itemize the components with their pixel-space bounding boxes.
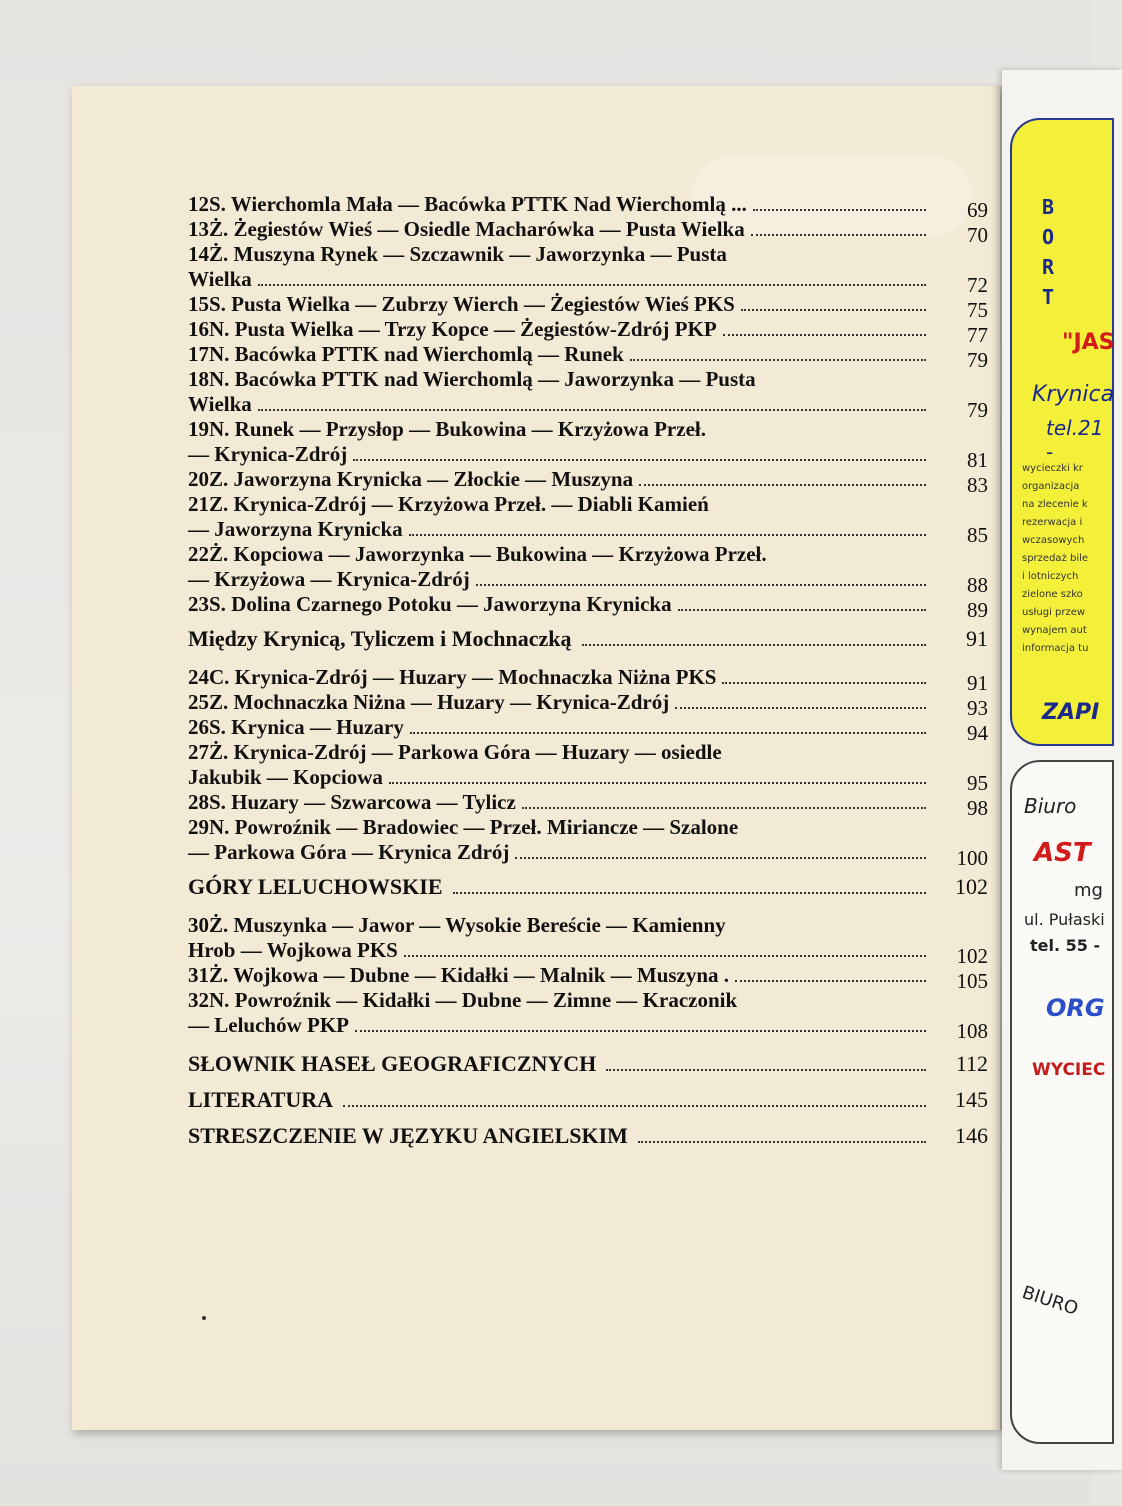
toc-entry-line: [188, 665, 932, 690]
page-number: 108: [956, 1019, 988, 1043]
toc-entry: [188, 963, 988, 993]
entry-text: Jakubik — Kopciowa: [188, 765, 383, 789]
page-number: 69: [967, 198, 988, 222]
advert-city: Krynica: [1032, 382, 1115, 407]
page-number: 89: [967, 598, 988, 622]
toc-section-streszczenie: [188, 1122, 988, 1150]
section-title: LITERATURA: [188, 1087, 334, 1112]
list-item: [1022, 622, 1088, 640]
advert-vertical-letters: [1038, 192, 1058, 312]
entry-text: 29N. Powroźnik — Bradowiec — Przeł. Miriancze — Szalone: [188, 815, 739, 839]
page-number: 79: [967, 348, 988, 372]
toc-entry: [188, 913, 988, 968]
advert-phone: tel.21 -: [1046, 416, 1104, 464]
toc-section-gory-leluchowskie: [188, 873, 988, 901]
entry-text: Wielka: [188, 392, 252, 416]
toc-entry-line: [188, 292, 932, 317]
advert-letter: B: [1041, 195, 1055, 219]
toc-entry-line: [188, 592, 932, 617]
toc-entry-line: [188, 690, 932, 715]
toc-entry-line: [188, 367, 932, 392]
entry-text: 32N. Powroźnik — Kidałki — Dubne — Zimne — Kraczonik: [188, 988, 738, 1012]
entry-text: 21Z. Krynica-Zdrój — Krzyżowa Przeł. — Diabli Kamień: [188, 492, 709, 516]
list-item: [1022, 514, 1088, 532]
toc-entry: [188, 467, 988, 497]
list-item: [1022, 550, 1088, 568]
advert-bottom-text: BIURO: [1019, 1282, 1081, 1320]
toc-entry: [188, 192, 988, 222]
toc-entry-line: [188, 217, 932, 242]
list-item: [1022, 460, 1088, 478]
advert-street: ul. Pułaski: [1024, 910, 1105, 929]
toc-entry: [188, 542, 988, 597]
entry-text: 24C. Krynica-Zdrój — Huzary — Mochnaczka Niżna PKS: [188, 665, 717, 689]
toc-entry-line: [188, 517, 932, 542]
toc-entry-line: [188, 913, 932, 938]
page-number: 72: [967, 273, 988, 297]
toc-entry-line: [188, 342, 932, 367]
entry-text: — Jaworzyna Krynicka: [188, 517, 403, 541]
toc-entry-line: [188, 790, 932, 815]
entry-text: 15S. Pusta Wielka — Zubrzy Wierch — Żegiestów Wieś PKS: [188, 292, 735, 316]
toc-section-literatura: [188, 1086, 988, 1114]
page-number: 83: [967, 473, 988, 497]
section-title: STRESZCZENIE W JĘZYKU ANGIELSKIM: [188, 1123, 628, 1148]
section-title: Między Krynicą, Tyliczem i Mochnaczką: [188, 626, 572, 651]
advert-travel-agency: [1010, 118, 1114, 746]
list-item: [1022, 640, 1088, 658]
entry-text: 26S. Krynica — Huzary: [188, 715, 404, 739]
toc-entry-line: [188, 392, 932, 417]
entry-text: 14Ż. Muszyna Rynek — Szczawnik — Jaworzynka — Pusta: [188, 242, 727, 266]
page-number: 75: [967, 298, 988, 322]
section-title: SŁOWNIK HASEŁ GEOGRAFICZNYCH: [188, 1051, 597, 1076]
advert-letter: R: [1041, 255, 1055, 279]
toc-entry: [188, 592, 988, 622]
advert-brand: AST: [1034, 838, 1091, 868]
page-number: 85: [967, 523, 988, 547]
advert-org: ORG: [1046, 994, 1105, 1022]
page-number: 105: [956, 969, 988, 993]
page-number: 91: [966, 626, 988, 651]
page-number: 145: [955, 1087, 988, 1112]
toc-entry: [188, 492, 988, 547]
toc-entry: [188, 665, 988, 695]
advert-service: wczasowych: [1022, 535, 1085, 546]
toc-section-mochnaczka: [188, 625, 988, 653]
entry-text: — Parkowa Góra — Krynica Zdrój: [188, 840, 510, 864]
toc-entry-line: [188, 267, 932, 292]
page-number: 98: [967, 796, 988, 820]
page-number: 70: [967, 223, 988, 247]
toc-entry: [188, 242, 988, 297]
page-number: 77: [967, 323, 988, 347]
advert-title: Biuro: [1024, 794, 1077, 818]
toc-entry-line: [188, 242, 932, 267]
advert-service: informacja tu: [1022, 643, 1089, 654]
entry-text: Hrob — Wojkowa PKS: [188, 938, 398, 962]
page-number: 112: [955, 1051, 988, 1076]
entry-text: 20Z. Jaworzyna Krynicka — Złockie — Muszyna: [188, 467, 634, 491]
page-number: 146: [955, 1123, 988, 1148]
entry-text: — Krynica-Zdrój: [188, 442, 348, 466]
table-of-contents: [188, 192, 988, 1150]
entry-text: 28S. Huzary — Szwarcowa — Tylicz: [188, 790, 516, 814]
entry-text: 16N. Pusta Wielka — Trzy Kopce — Żegiestów-Zdrój PKP: [188, 317, 717, 341]
entry-text: 22Ż. Kopciowa — Jaworzynka — Bukowina — Krzyżowa Przeł.: [188, 542, 767, 566]
advert-footer: ZAPI: [1042, 700, 1100, 725]
toc-entry-line: [188, 840, 932, 865]
toc-entry: [188, 715, 988, 745]
print-speck: [202, 1316, 206, 1320]
toc-entry-line: [188, 467, 932, 492]
toc-entry: [188, 292, 988, 322]
toc-entry-line: [188, 765, 932, 790]
advert-service: organizacja: [1022, 481, 1080, 492]
entry-text: — Leluchów PKP: [188, 1013, 349, 1037]
advert-service: i lotniczych: [1022, 571, 1079, 582]
section-title: GÓRY LELUCHOWSKIE: [188, 874, 443, 899]
toc-entry: [188, 988, 988, 1043]
entry-text: Wielka: [188, 267, 252, 291]
toc-entry: [188, 417, 988, 472]
entry-text: 18N. Bacówka PTTK nad Wierchomlą — Jaworzynka — Pusta: [188, 367, 756, 391]
entry-text: 23S. Dolina Czarnego Potoku — Jaworzyna Krynicka: [188, 592, 672, 616]
advert-biuro: [1010, 760, 1114, 1444]
toc-entry-line: [188, 715, 932, 740]
toc-entry: [188, 790, 988, 820]
entry-text: 25Z. Mochnaczka Niżna — Huzary — Krynica-Zdrój: [188, 690, 670, 714]
advert-service: zielone szko: [1022, 589, 1083, 600]
page-number: 100: [956, 846, 988, 870]
entry-text: — Krzyżowa — Krynica-Zdrój: [188, 567, 470, 591]
toc-entry-line: [188, 317, 932, 342]
toc-entry: [188, 217, 988, 247]
list-item: [1022, 604, 1088, 622]
advert-owner: mg: [1074, 880, 1103, 901]
toc-group-routes-c: [188, 913, 988, 1043]
toc-entry-line: [188, 815, 932, 840]
toc-entry: [188, 317, 988, 347]
page-number: 102: [955, 874, 988, 899]
page-number: 79: [967, 398, 988, 422]
toc-entry-line: [188, 963, 932, 988]
page-number: 102: [956, 944, 988, 968]
toc-group-routes-a: [188, 192, 988, 622]
toc-entry-line: [188, 417, 932, 442]
toc-entry-line: [188, 492, 932, 517]
toc-entry-line: [188, 442, 932, 467]
toc-entry: [188, 342, 988, 372]
toc-entry: [188, 367, 988, 422]
advert-letter: O: [1041, 225, 1055, 249]
list-item: [1022, 496, 1088, 514]
advert-trips: WYCIEC: [1032, 1060, 1106, 1080]
advert-service: sprzedaż bile: [1022, 553, 1089, 564]
advert-letter: T: [1041, 285, 1055, 309]
entry-text: 12S. Wierchomla Mała — Bacówka PTTK Nad Wierchomlą ...: [188, 192, 747, 216]
page-number: 88: [967, 573, 988, 597]
page-number: 95: [967, 771, 988, 795]
page-number: 91: [967, 671, 988, 695]
advert-brand: "JAS: [1062, 330, 1115, 355]
advert-service: usługi przew: [1022, 607, 1086, 618]
entry-text: 13Ż. Żegiestów Wieś — Osiedle Macharówka — Pusta Wielka: [188, 217, 745, 241]
toc-entry: [188, 740, 988, 795]
entry-text: 30Ż. Muszynka — Jawor — Wysokie Bereście — Kamienny: [188, 913, 726, 937]
toc-section-slownik: [188, 1050, 988, 1078]
toc-entry-line: [188, 938, 932, 963]
advert-services-list: [1022, 460, 1088, 658]
page-number: 94: [967, 721, 988, 745]
toc-entry: [188, 690, 988, 720]
entry-text: 31Ż. Wojkowa — Dubne — Kidałki — Malnik — Muszyna .: [188, 963, 730, 987]
book-page: [72, 86, 1000, 1430]
list-item: [1022, 586, 1088, 604]
toc-entry-line: [188, 542, 932, 567]
list-item: [1022, 568, 1088, 586]
toc-entry: [188, 815, 988, 870]
page-number: 81: [967, 448, 988, 472]
advert-service: wycieczki kr: [1022, 463, 1083, 474]
advert-service: wynajem aut: [1022, 625, 1087, 636]
toc-entry-line: [188, 740, 932, 765]
toc-group-routes-b: [188, 665, 988, 870]
toc-entry-line: [188, 567, 932, 592]
toc-entry-line: [188, 988, 932, 1013]
list-item: [1022, 532, 1088, 550]
advert-phone: tel. 55 -: [1030, 936, 1101, 955]
page-number: 93: [967, 696, 988, 720]
advert-service: rezerwacja i: [1022, 517, 1083, 528]
list-item: [1022, 478, 1088, 496]
entry-text: 19N. Runek — Przysłop — Bukowina — Krzyżowa Przeł.: [188, 417, 706, 441]
entry-text: 17N. Bacówka PTTK nad Wierchomlą — Runek: [188, 342, 624, 366]
advert-service: na zlecenie k: [1022, 499, 1088, 510]
entry-text: 27Ż. Krynica-Zdrój — Parkowa Góra — Huzary — osiedle: [188, 740, 722, 764]
toc-entry-line: [188, 192, 932, 217]
toc-entry-line: [188, 1013, 932, 1038]
